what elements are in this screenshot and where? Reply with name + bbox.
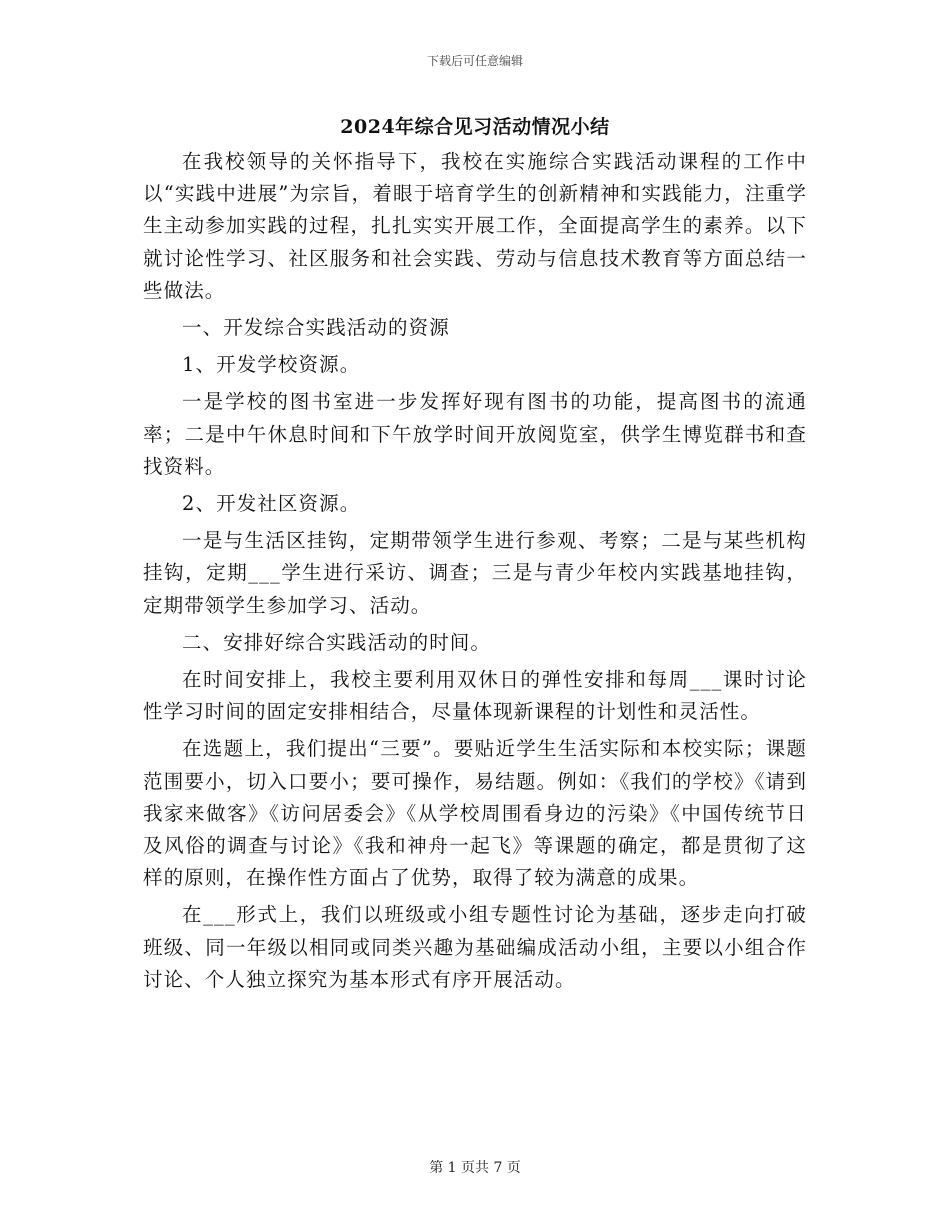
paragraph: 在我校领导的关怀指导下，我校在实施综合实践活动课程的工作中以“实践中进展”为宗旨，着眼于培育学生的创新精神和实践能力，注重学生主动参加实践的过程，扎扎实实开展工作，全面提高学生的素养。以下就讨论性学习、社区服务和社会实践、劳动与信息技术教育等方面总结一些做法。 [143, 150, 807, 302]
subsection-heading: 1、开发学校资源。 [182, 353, 361, 377]
paragraph: 一是与生活区挂钩，定期带领学生进行参观、考察；二是与某些机构挂钩，定期___学生进行采访、调查；三是与青少年校内实践基地挂钩，定期带领学生参加学习、活动。 [143, 529, 807, 617]
paragraph: 在时间安排上，我校主要利用双休日的弹性安排和每周___课时讨论性学习时间的固定安排相结合，尽量体现新课程的计划性和灵活性。 [143, 668, 807, 724]
section-heading: 二、安排好综合实践活动的时间。 [182, 630, 492, 654]
document-body [143, 146, 807, 1001]
document-title: 2024年综合见习活动情况小结 [340, 116, 610, 138]
paragraph: 在___形式上，我们以班级或小组专题性讨论为基础，逐步走向打破班级、同一年级以相同或同类兴趣为基础编成活动小组，主要以小组合作讨论、个人独立探究为基本形式有序开展活动。 [143, 903, 807, 991]
page-number: 第 1 页共 7 页 [429, 1160, 521, 1176]
paragraph: 在选题上，我们提出“三要”。要贴近学生生活实际和本校实际；课题范围要小，切入口要小；要可操作，易结题。例如：《我们的学校》《请到我家来做客》《访问居委会》《从学校周围看身边的污染》《中国传统节日及风俗的调查与讨论》《我和神舟一起飞》等课题的确定，都是贯彻了这样的原则，在操作性方面占了优势，取得了较为满意的成果。 [143, 737, 807, 890]
section-heading: 一、开发综合实践活动的资源 [182, 316, 450, 340]
page-header-note: 下载后可任意编辑 [426, 54, 523, 68]
paragraph: 一是学校的图书室进一步发挥好现有图书的功能，提高图书的流通率；二是中午休息时间和下午放学时间开放阅览室，供学生博览群书和查找资料。 [143, 390, 807, 478]
subsection-heading: 2、开发社区资源。 [182, 492, 361, 516]
